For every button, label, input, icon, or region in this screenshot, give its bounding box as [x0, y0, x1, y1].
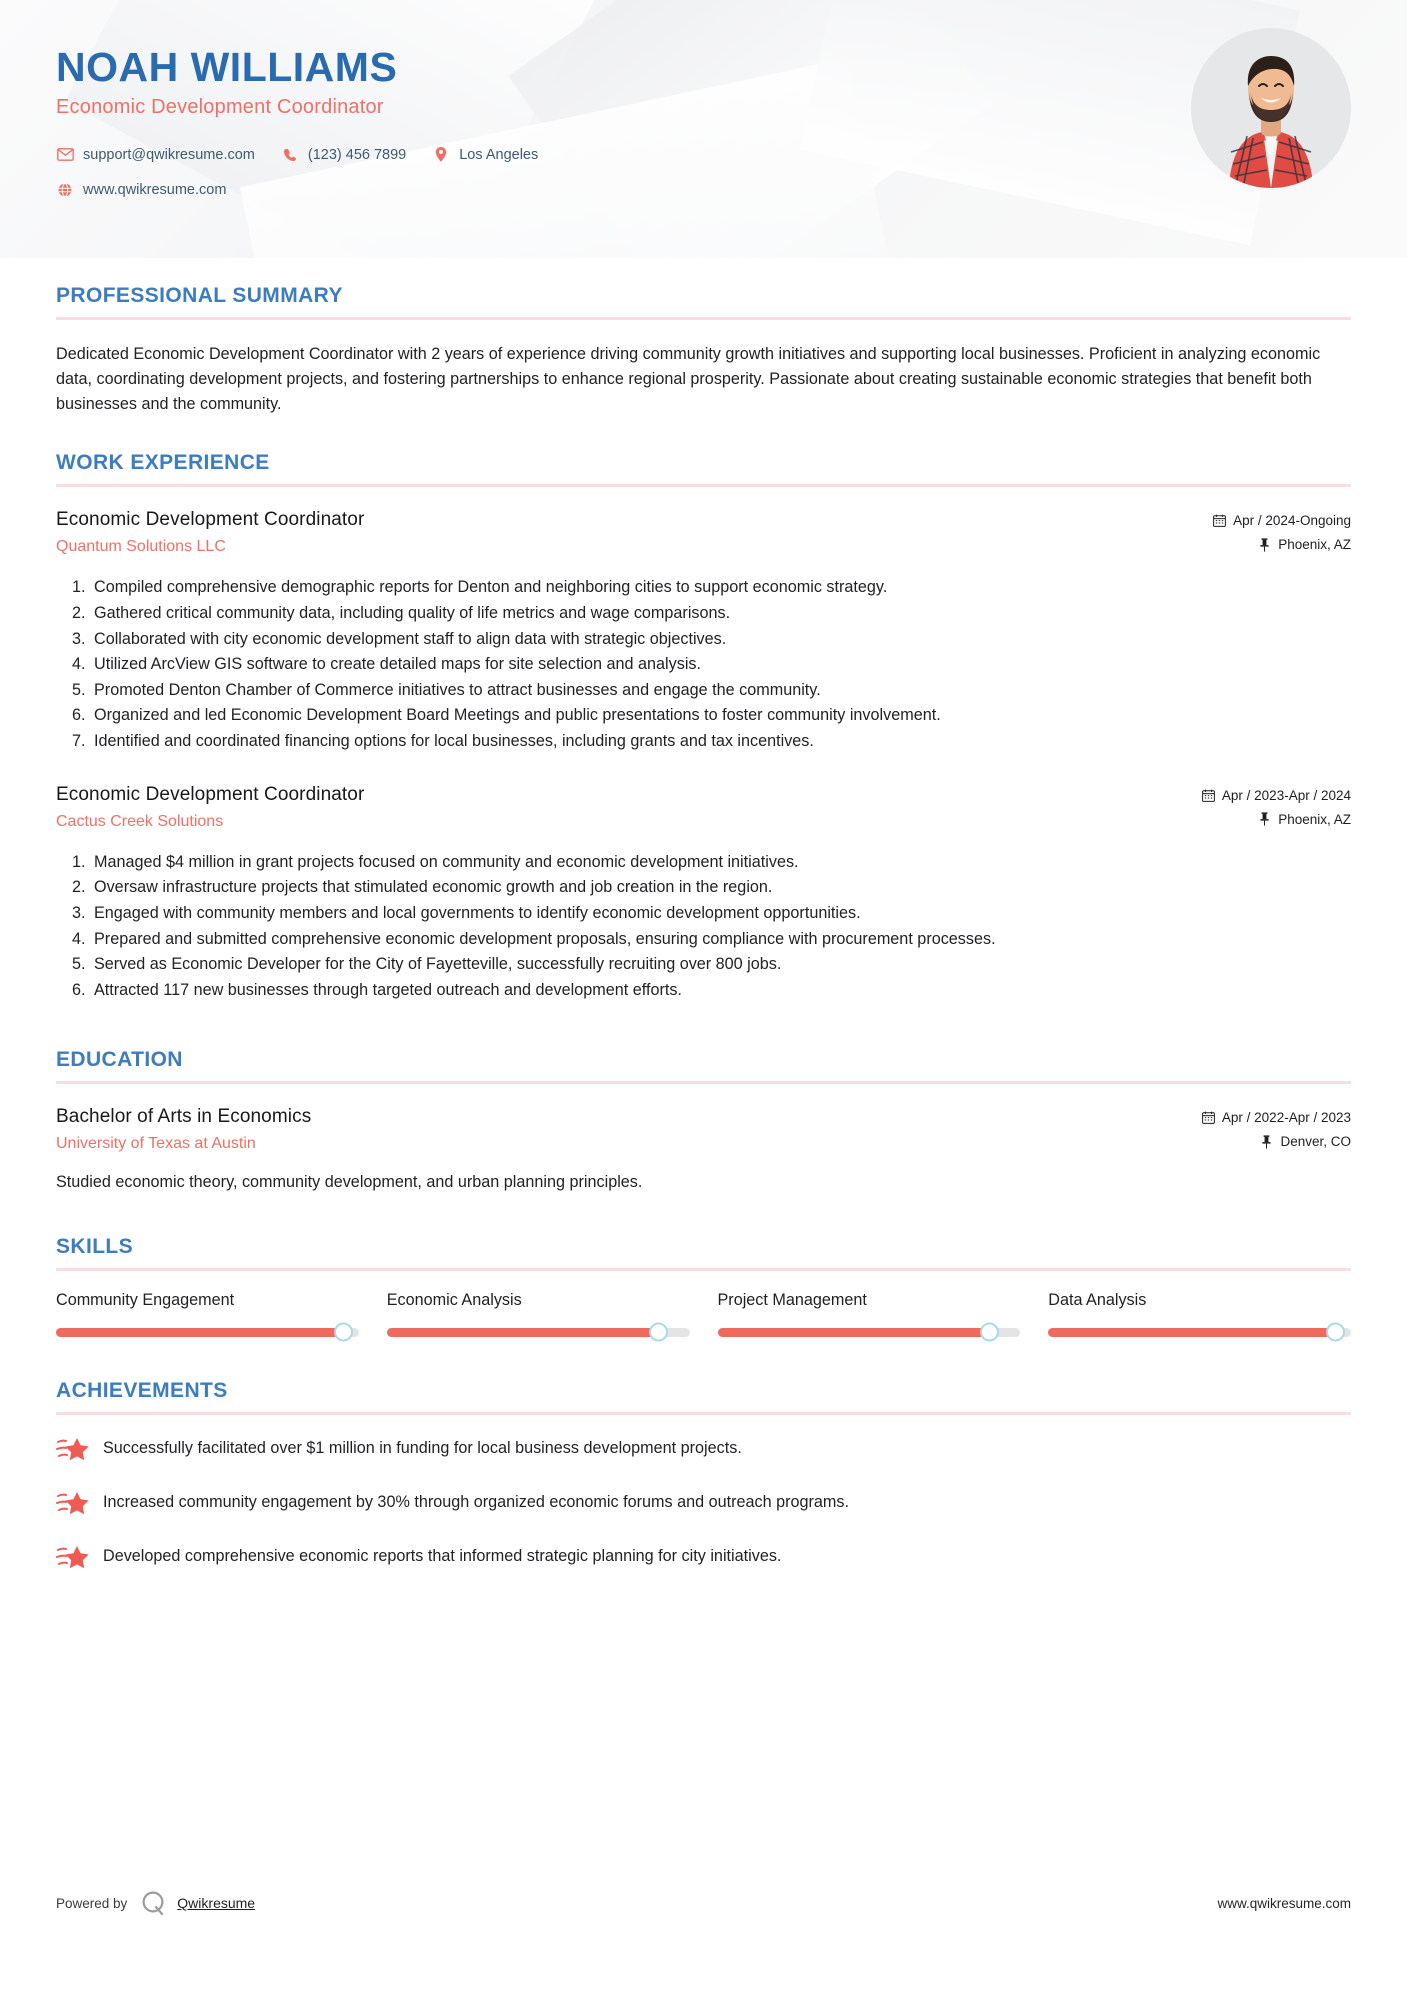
contact-location-text: Los Angeles	[459, 146, 539, 163]
job-dates	[1161, 788, 1351, 803]
education-description: Studied economic theory, community development, and urban planning principles.	[56, 1173, 643, 1192]
skill-item	[387, 1291, 690, 1337]
contact-website[interactable]	[56, 182, 226, 198]
pushpin-icon	[1258, 812, 1271, 826]
powered-by	[56, 1888, 255, 1918]
calendar-icon	[1202, 1111, 1215, 1125]
list-item: 3. Collaborated with city economic development staff to align data with strategic objectives.	[90, 627, 1351, 652]
education-dates-text: Apr / 2022-Apr / 2023	[1221, 1110, 1351, 1126]
contact-location	[432, 147, 538, 163]
phone-icon	[281, 147, 299, 163]
summary-text: Dedicated Economic Development Coordinator with 2 years of experience driving community growth initiatives and supporting local businesses. Proficient in analyzing economic data, coordinating development projects, and fostering partnerships to enhance regional prosperity. Passionate about creating sustainable economic strategies that benefit both businesses and the community.	[56, 345, 1321, 414]
section-divider	[56, 484, 1351, 487]
job-location-text: Phoenix, AZ	[1278, 811, 1351, 827]
skill-slider[interactable]	[56, 1328, 359, 1337]
skill-fill	[387, 1328, 659, 1337]
contact-email[interactable]	[56, 147, 255, 163]
job-responsibilities	[56, 850, 1351, 1003]
shooting-star-icon	[56, 1489, 90, 1517]
resume-body	[0, 284, 1407, 1571]
degree-title: Bachelor of Arts in Economics	[56, 1106, 312, 1128]
candidate-role: Economic Development Coordinator	[56, 96, 384, 119]
avatar	[1191, 28, 1351, 188]
job-location	[1161, 812, 1351, 827]
section-title-work: WORK EXPERIENCE	[56, 451, 270, 475]
job-location-text: Phoenix, AZ	[1278, 537, 1351, 553]
shooting-star-icon	[56, 1435, 90, 1463]
job-responsibilities	[56, 575, 1351, 753]
skills-grid	[56, 1291, 1351, 1337]
list-item: 2. Oversaw infrastructure projects that stimulated economic growth and job creation in the region.	[90, 875, 1351, 900]
education-location	[1161, 1134, 1351, 1149]
calendar-icon	[1202, 788, 1215, 802]
skill-knob[interactable]	[649, 1323, 668, 1342]
pushpin-icon	[1258, 538, 1271, 552]
education-entry	[56, 1106, 1351, 1194]
section-title-achievements: ACHIEVEMENTS	[56, 1378, 228, 1402]
section-divider	[56, 1081, 1351, 1084]
skill-label: Economic Analysis	[386, 1290, 522, 1309]
section-divider	[56, 1268, 1351, 1271]
list-item: 2. Gathered critical community data, including quality of life metrics and wage comparisons.	[90, 601, 1351, 626]
achievement-text: Developed comprehensive economic reports that informed strategic planning for city initiatives.	[103, 1547, 782, 1566]
globe-icon	[56, 182, 74, 198]
list-item: 3. Engaged with community members and local governments to identify economic development opportunities.	[90, 901, 1351, 926]
list-item: 4. Utilized ArcView GIS software to create detailed maps for site selection and analysis.	[90, 652, 1351, 677]
list-item: 6. Organized and led Economic Development Board Meetings and public presentations to foster community involvement.	[90, 703, 1351, 728]
list-item: 1. Compiled comprehensive demographic reports for Denton and neighboring cities to support economic strategy.	[90, 575, 1351, 600]
calendar-icon	[1213, 514, 1226, 528]
list-item: 5. Promoted Denton Chamber of Commerce initiatives to attract businesses and engage the community.	[90, 678, 1351, 703]
job-dates-text: Apr / 2024-Ongoing	[1233, 513, 1351, 529]
skill-knob[interactable]	[334, 1323, 353, 1342]
skill-item	[718, 1291, 1021, 1337]
contact-email-text: support@qwikresume.com	[83, 146, 255, 163]
qwikresume-link[interactable]: Qwikresume	[177, 1895, 256, 1911]
avatar-photo	[1191, 28, 1351, 188]
list-item: 6. Attracted 117 new businesses through targeted outreach and development efforts.	[90, 978, 1351, 1003]
contact-phone-text: (123) 456 7899	[307, 146, 407, 163]
achievement-text: Increased community engagement by 30% through organized economic forums and outreach programs.	[103, 1493, 849, 1512]
skill-knob[interactable]	[980, 1323, 999, 1342]
skill-slider[interactable]	[718, 1328, 1021, 1337]
skill-slider[interactable]	[387, 1328, 690, 1337]
skill-label: Community Engagement	[56, 1290, 235, 1309]
section-education	[56, 1048, 1351, 1194]
location-pin-icon	[432, 147, 450, 163]
achievement-text: Successfully facilitated over $1 million in funding for local business development projects.	[103, 1439, 742, 1458]
qwikresume-logo-icon	[139, 1888, 169, 1918]
contact-phone[interactable]	[281, 147, 406, 163]
job-title: Economic Development Coordinator	[56, 783, 365, 805]
skill-label: Data Analysis	[1048, 1290, 1147, 1309]
work-entry	[56, 784, 1351, 1003]
skill-fill	[1048, 1328, 1336, 1337]
resume-footer	[56, 1888, 1351, 1918]
list-item: 5. Served as Economic Developer for the City of Fayetteville, successfully recruiting over 800 jobs.	[90, 952, 1351, 977]
job-location	[1161, 537, 1351, 552]
education-location-text: Denver, CO	[1280, 1134, 1351, 1150]
section-professional-summary	[56, 284, 1351, 417]
skill-knob[interactable]	[1326, 1323, 1345, 1342]
school-name: University of Texas at Austin	[56, 1135, 256, 1153]
company-name: Quantum Solutions LLC	[56, 538, 226, 556]
skill-item	[56, 1291, 359, 1337]
company-name: Cactus Creek Solutions	[56, 812, 224, 830]
section-title-skills: SKILLS	[56, 1234, 134, 1258]
work-entry	[56, 509, 1351, 753]
resume-header	[0, 0, 1407, 258]
powered-by-label: Powered by	[56, 1895, 128, 1911]
section-title-education: EDUCATION	[56, 1048, 183, 1072]
section-title-summary: PROFESSIONAL SUMMARY	[56, 284, 343, 307]
section-achievements	[56, 1379, 1351, 1571]
section-divider	[56, 317, 1351, 320]
pushpin-icon	[1260, 1135, 1273, 1149]
skill-fill	[56, 1328, 344, 1337]
list-item: 4. Prepared and submitted comprehensive economic development proposals, ensuring compliance with procurement processes.	[90, 927, 1351, 952]
achievements-list	[56, 1435, 1351, 1571]
list-item: 1. Managed $4 million in grant projects focused on community and economic development initiatives.	[90, 850, 1351, 875]
skill-fill	[718, 1328, 990, 1337]
contact-website-text: www.qwikresume.com	[83, 181, 227, 198]
job-dates-text: Apr / 2023-Apr / 2024	[1221, 787, 1351, 803]
list-item	[56, 1489, 1351, 1517]
list-item: 7. Identified and coordinated financing options for local businesses, including grants and tax incentives.	[90, 729, 1351, 754]
skill-label: Project Management	[717, 1290, 867, 1309]
candidate-name: NOAH WILLIAMS	[56, 44, 398, 90]
shooting-star-icon	[56, 1543, 90, 1571]
skill-item	[1048, 1291, 1351, 1337]
education-dates	[1161, 1110, 1351, 1125]
section-work-experience	[56, 451, 1351, 1002]
job-dates	[1161, 513, 1351, 528]
list-item	[56, 1435, 1351, 1463]
job-title: Economic Development Coordinator	[56, 509, 365, 531]
envelope-icon	[56, 147, 74, 163]
footer-url: www.qwikresume.com	[1217, 1895, 1351, 1911]
section-divider	[56, 1412, 1351, 1415]
section-skills	[56, 1235, 1351, 1337]
list-item	[56, 1543, 1351, 1571]
skill-slider[interactable]	[1048, 1328, 1351, 1337]
